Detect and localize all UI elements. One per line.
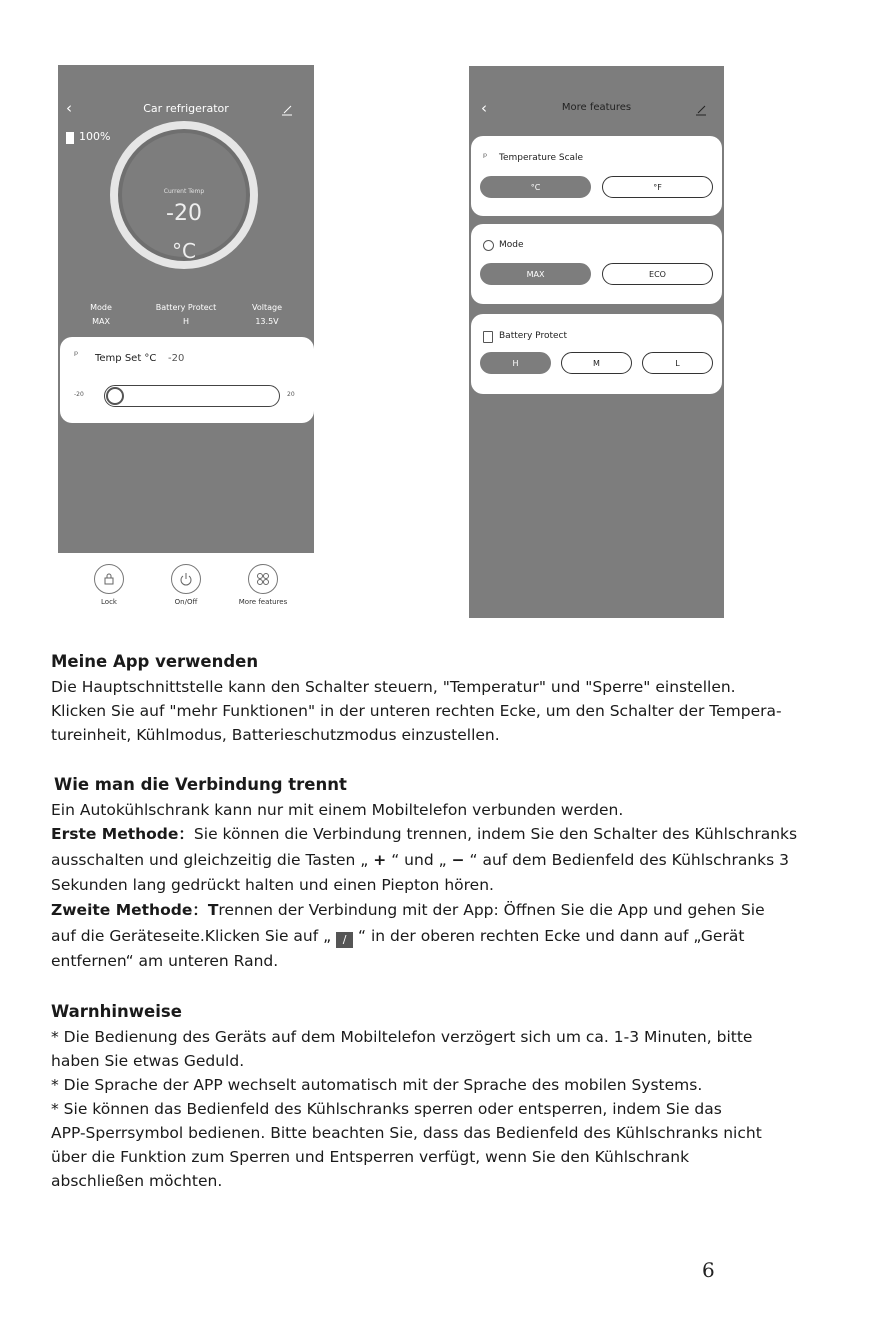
text-fragment: ausschalten und gleichzeitig die Tasten „ (51, 851, 369, 869)
temperature-scale-label: Temperature Scale (499, 153, 584, 163)
paragraph-line (51, 848, 789, 872)
paragraph-line (51, 822, 797, 846)
stat-mode-value: MAX (92, 317, 110, 326)
power-icon (179, 572, 193, 586)
mode-icon (483, 240, 494, 251)
battery-icon (483, 331, 493, 343)
stat-mode-label: Mode (90, 303, 112, 312)
option-l[interactable]: L (642, 352, 713, 374)
stat-battery-label: Battery Protect (155, 303, 217, 312)
more-features-label: More features (238, 598, 288, 606)
power-label: On/Off (174, 598, 198, 606)
text-fragment: “ auf dem Bedienfeld des Kühlschranks 3 (469, 851, 789, 869)
thermometer-icon: ᵖ (74, 350, 79, 361)
option-eco[interactable]: ECO (602, 263, 713, 285)
power-button[interactable] (171, 564, 201, 594)
temp-unit: °C (172, 239, 196, 263)
option-fahrenheit[interactable]: °F (602, 176, 713, 198)
lock-icon (103, 573, 115, 585)
paragraph-line: tureinheit, Kühlmodus, Batterieschutzmodus einzustellen. (51, 726, 500, 744)
text-fragment: “ in der oberen rechten Ecke und dann auf „Gerät (358, 927, 745, 945)
main-screen (58, 65, 314, 553)
mode-card (471, 224, 722, 304)
method-two-text: rennen der Verbindung mit der App: Öffnen Sie die App und gehen Sie (218, 901, 765, 919)
slider-max: 20 (287, 391, 295, 398)
battery-icon (66, 132, 74, 144)
section-title-disconnect: Wie man die Verbindung trennt (54, 775, 347, 794)
paragraph-line: entfernen“ am unteren Rand. (51, 952, 279, 970)
edit-icon: ∕ (336, 932, 353, 948)
temp-set-label: Temp Set °C (95, 353, 157, 364)
slider-min: -20 (74, 391, 84, 398)
edit-icon[interactable] (280, 101, 294, 120)
paragraph-line: Klicken Sie auf "mehr Funktionen" in der unteren rechten Ecke, um den Schalter der Tempera- (51, 702, 782, 720)
plus-key: + (373, 851, 387, 869)
minus-key: − (451, 851, 465, 869)
lock-label: Lock (101, 598, 117, 606)
battery-level: 100% (79, 130, 111, 143)
current-temp-label: Current Temp (163, 188, 205, 195)
paragraph-line: * Sie können das Bedienfeld des Kühlschranks sperren oder entsperren, indem Sie das (51, 1100, 722, 1118)
slider-handle[interactable] (106, 387, 124, 405)
screen-title: Car refrigerator (143, 102, 229, 115)
more-features-button[interactable] (248, 564, 278, 594)
thermometer-icon: ᵖ (483, 152, 488, 163)
method-one-label: Erste Methode： (51, 825, 194, 843)
page-number: 6 (702, 1258, 715, 1282)
screen-title: More features (561, 102, 632, 113)
paragraph-line: haben Sie etwas Geduld. (51, 1052, 245, 1070)
paragraph-line: abschließen möchten. (51, 1172, 223, 1190)
temperature-scale-card (471, 136, 722, 216)
temp-set-value: -20 (168, 353, 185, 364)
back-icon[interactable]: ‹ (481, 99, 487, 117)
temp-set-card (60, 337, 314, 423)
stat-voltage-value: 13.5V (255, 317, 279, 326)
temp-slider[interactable] (104, 385, 280, 407)
more-features-screen (469, 66, 724, 618)
paragraph-line: APP-Sperrsymbol bedienen. Bitte beachten Sie, dass das Bedienfeld des Kühlschranks nicht (51, 1124, 762, 1142)
battery-protect-card (471, 314, 722, 394)
grid-icon (256, 572, 270, 586)
current-temp: -20 (166, 201, 202, 226)
lock-button[interactable] (94, 564, 124, 594)
paragraph-line: Ein Autokühlschrank kann nur mit einem Mobiltelefon verbunden werden. (51, 801, 624, 819)
method-one-text: Sie können die Verbindung trennen, indem Sie den Schalter des Kühlschranks (193, 825, 798, 843)
paragraph-line: * Die Bedienung des Geräts auf dem Mobiltelefon verzögert sich um ca. 1-3 Minuten, bitte (51, 1028, 753, 1046)
text-fragment: auf die Geräteseite.Klicken Sie auf „ (51, 927, 332, 945)
option-m[interactable]: M (561, 352, 632, 374)
paragraph-line (51, 898, 765, 922)
stat-voltage-label: Voltage (251, 303, 282, 312)
text-fragment: “ und „ (391, 851, 447, 869)
option-celsius[interactable]: °C (480, 176, 591, 198)
method-two-label: Zweite Methode：T (51, 901, 219, 919)
paragraph-line: Die Hauptschnittstelle kann den Schalter steuern, "Temperatur" und "Sperre" einstellen. (51, 678, 736, 696)
option-h[interactable]: H (480, 352, 551, 374)
paragraph-line: über die Funktion zum Sperren und Entsperren verfügt, wenn Sie den Kühlschrank (51, 1148, 690, 1166)
section-title-warnings: Warnhinweise (51, 1002, 182, 1021)
paragraph-line (51, 924, 744, 948)
stat-battery-value: H (182, 317, 189, 326)
section-title-app: Meine App verwenden (51, 652, 259, 671)
back-icon[interactable]: ‹ (66, 99, 72, 117)
battery-protect-label: Battery Protect (499, 331, 567, 341)
paragraph-line: * Die Sprache der APP wechselt automatisch mit der Sprache des mobilen Systems. (51, 1076, 703, 1094)
paragraph-line: Sekunden lang gedrückt halten und einen Piepton hören. (51, 876, 494, 894)
mode-label: Mode (499, 240, 524, 250)
option-max[interactable]: MAX (480, 263, 591, 285)
edit-icon[interactable] (694, 101, 708, 120)
